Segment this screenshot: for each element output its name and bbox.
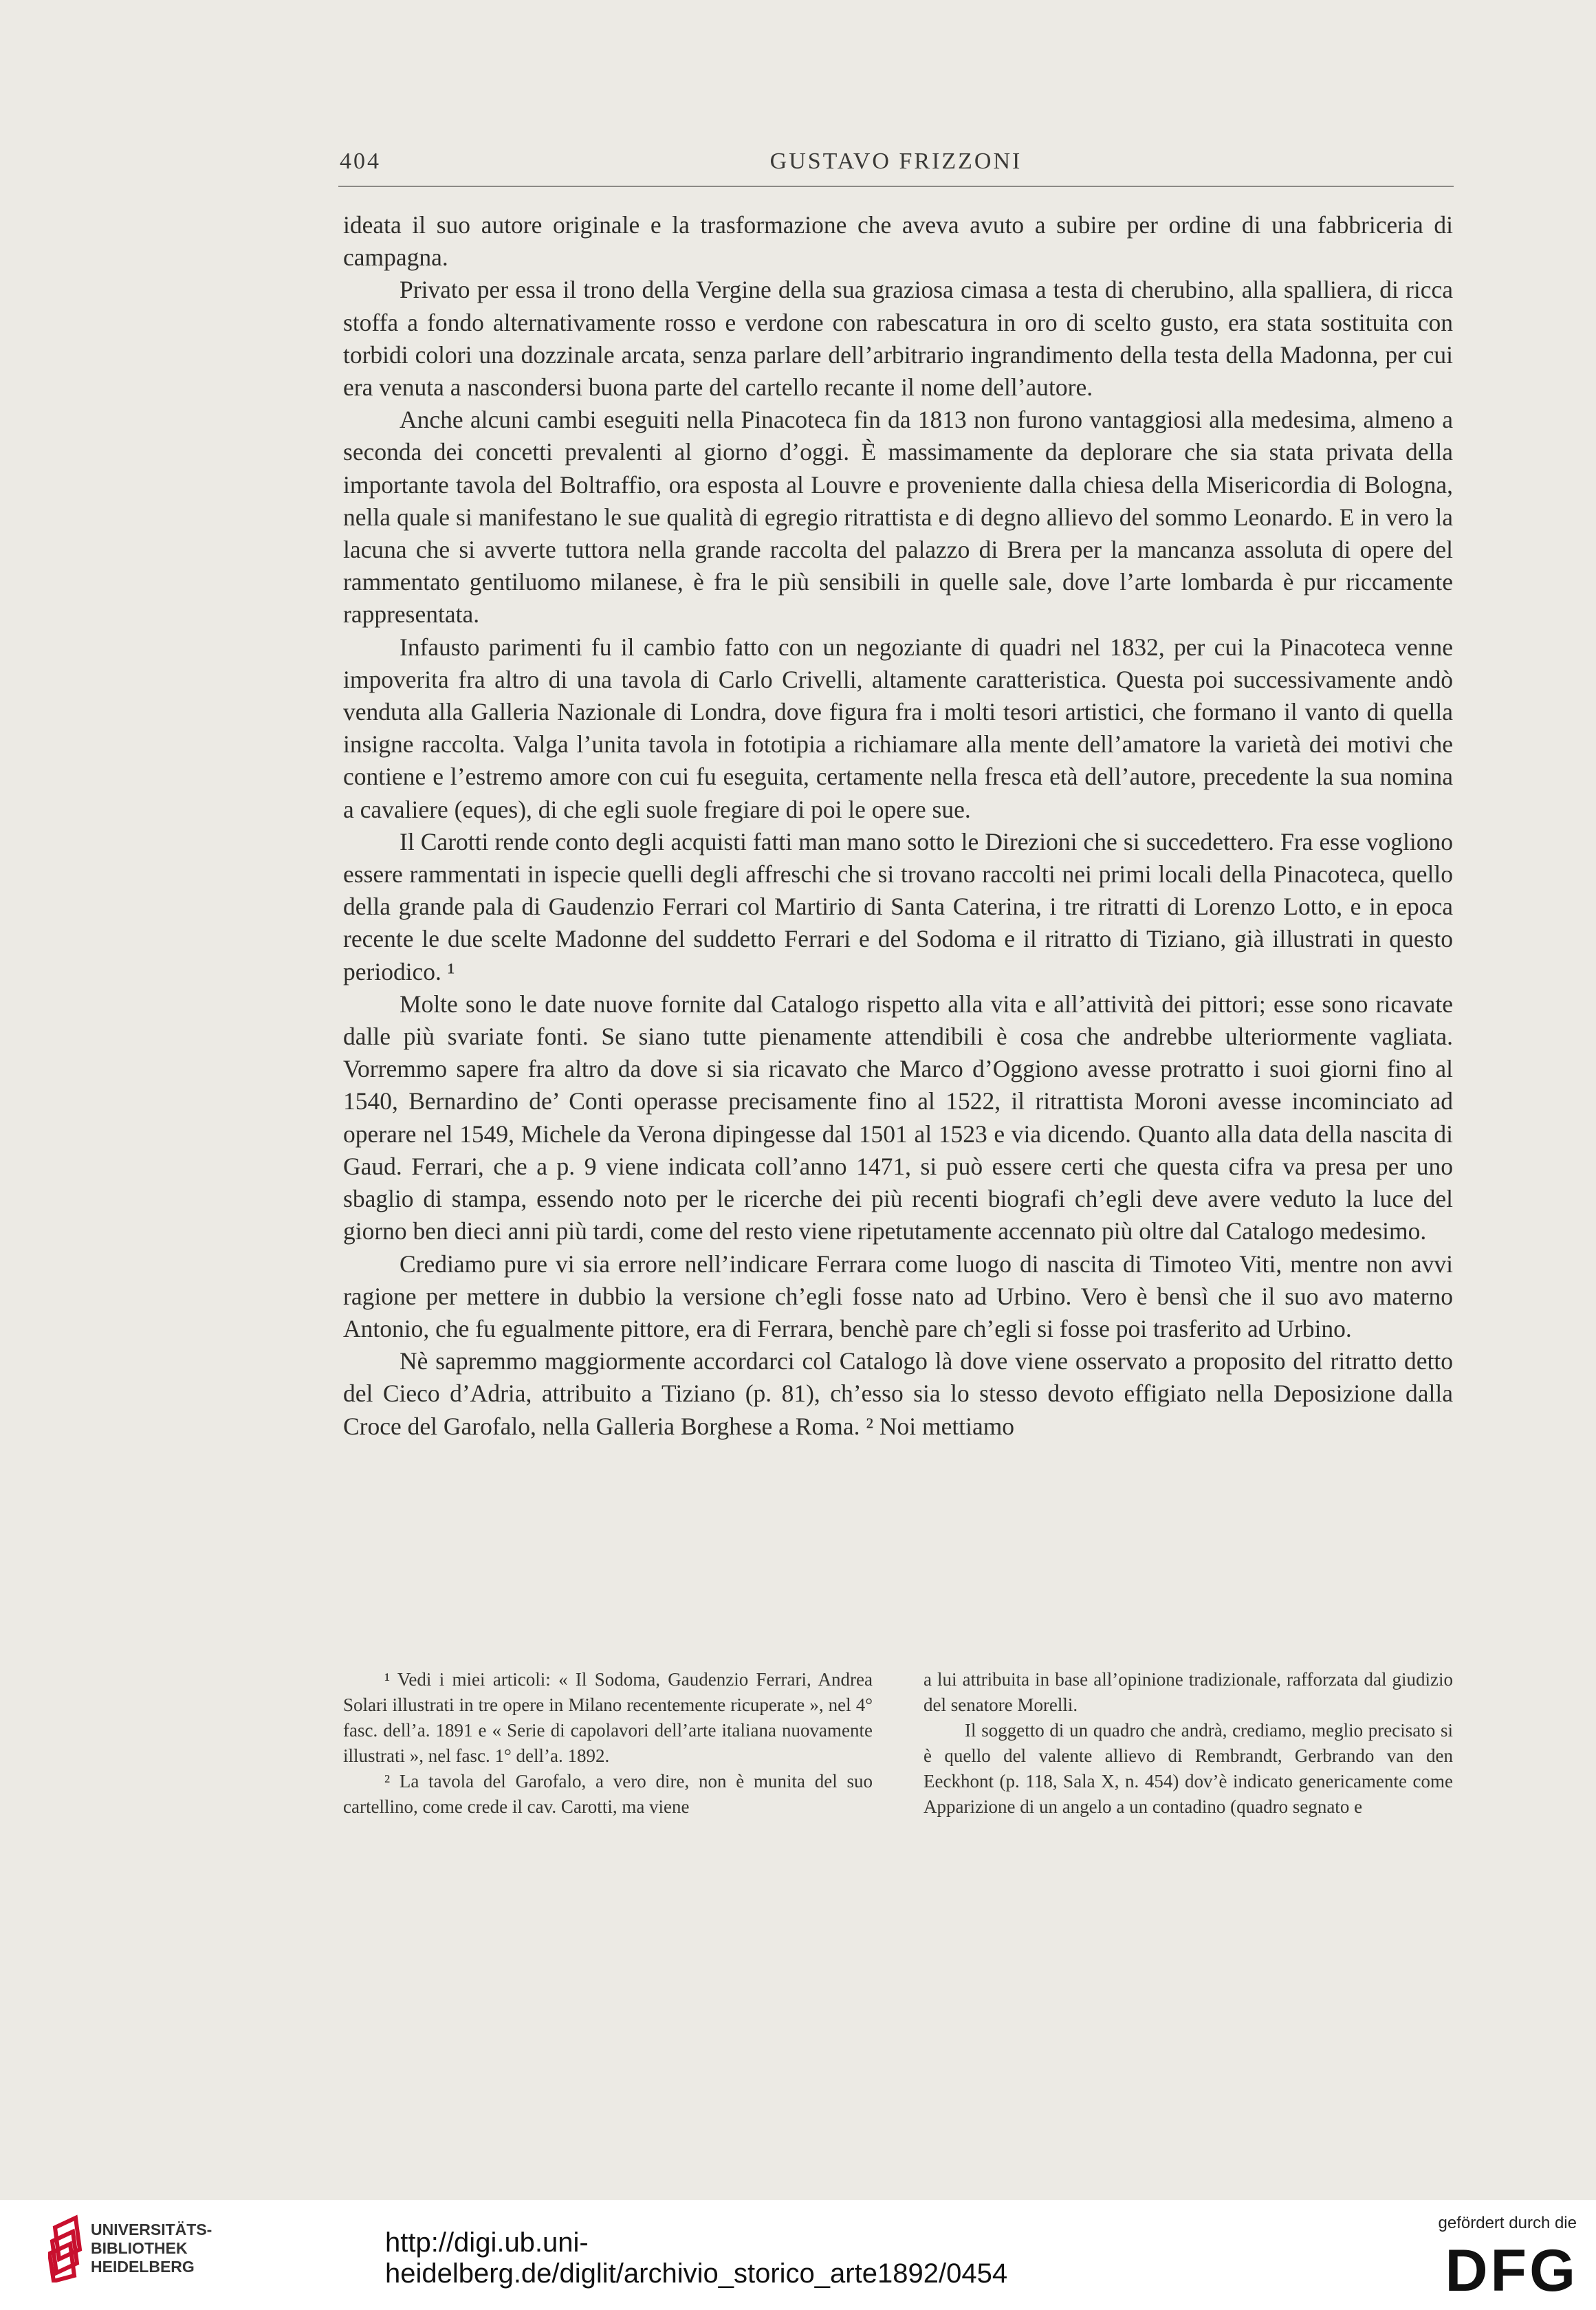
paragraph: Nè sapremmo maggiormente accordarci col Catalogo là dove viene osservato a proposito del ritratto detto del Cieco d’Adria, attribuito a Tiziano (p. 81), ch’esso sia lo stesso devoto effigiato nella Deposizione dalla Croce del Garofalo, nella Galleria Borghese a Roma. ² Noi mettiamo <box>343 1347 1453 1440</box>
paragraph: Il Carotti rende conto degli acquisti fatti man mano sotto le Direzioni che si succedettero. Fra esse vogliono essere rammentati in ispecie quelli degli affreschi che si trovano raccolti nei primi locali della Pinacoteca, quello della grande pala di Gaudenzio Ferrari col Martirio di Santa Caterina, i tre ritratti di Lorenzo Lotto, e in epoca recente le due scelte Madonne del suddetto Ferrari e del Sodoma e il ritratto di Tiziano, già illustrati in questo periodico. ¹ <box>343 827 1453 985</box>
footnote: ¹ Vedi i miei articoli: « Il Sodoma, Gaudenzio Ferrari, Andrea Solari illustrati in tre opere in Milano recentemente ricuperate », nel 4° fasc. dell’a. 1891 e « Serie di capolavori dell’arte italiana nuovamente illustrati », nel fasc. 1° dell’a. 1892. <box>343 1669 873 1766</box>
footnote: ² La tavola del Garofalo, a vero dire, non è munita del suo cartellino, come crede il cav. Carotti, ma viene <box>343 1771 873 1817</box>
paragraph: Molte sono le date nuove fornite dal Catalogo rispetto alla vita e all’attività dei pittori; esse sono ricavate dalle più svariate fonti. Se siano tutte pienamente attendibili è cosa che andrebbe ulteriormente vagliata. Vorremmo sapere fra altro da dove si sia ricavato che Marco d’Oggiono avesse protratto i suoi giorni fino al 1540, Bernardino de’ Conti operasse precisamente fino al 1522, il ritrattista Moroni avesse incominciato ad operare nel 1549, Michele da Verona dipingesse dal 1501 al 1523 e via dicendo. Quanto alla data della nascita di Gaud. Ferrari, che a p. 9 viene indicata coll’anno 1471, si può essere certi che questa cifra va presa per uno sbaglio di stampa, essendo noto per le ricerche dei più recenti biografi ch’egli deve avere veduto la luce del giorno ben dieci anni più tardi, come del resto viene ripetutamente accennato più oltre dal Catalogo medesimo. <box>343 990 1453 1245</box>
funded-by-label: gefördert durch die <box>1438 2214 1577 2232</box>
library-logo-icon <box>48 2214 85 2282</box>
footnote-column-right <box>923 1667 1453 1820</box>
paragraph: Infausto parimenti fu il cambio fatto con un negoziante di quadri nel 1832, per cui la Pinacoteca venne impoverita fra altro di una tavola di Carlo Crivelli, altamente caratteristica. Questa poi successivamente andò venduta alla Galleria Nazionale di Londra, dove figura fra i molti tesori artistici, che formano il vanto di quella insigne raccolta. Valga l’unita tavola in fototipia a richiamare alla mente dell’amatore la varietà dei motivi che contiene e l’estremo amore con cui fu eseguita, certamente nella fresca età dell’autore, precedente la sua nomina a cavaliere (eques), di che egli suole fregiare di poi le opere sue. <box>343 633 1453 823</box>
running-head: GUSTAVO FRIZZONI <box>769 149 1023 174</box>
footnotes <box>343 1667 1453 1820</box>
dfg-logo: DFG <box>1445 2238 1578 2304</box>
page-number: 404 <box>340 149 381 174</box>
paragraph: Anche alcuni cambi eseguiti nella Pinacoteca fin da 1813 non furono vantaggiosi alla medesima, almeno a seconda dei concetti prevalenti al giorno d’oggi. È massimamente da deplorare che sia stata privata della importante tavola del Boltraffio, ora esposta al Louvre e proveniente dalla chiesa della Misericordia di Bologna, nella quale si manifestano le sue qualità di egregio ritrattista e di degno allievo del sommo Leonardo. E in vero la lacuna che si avverte tuttora nella grande raccolta del palazzo di Brera per la mancanza assoluta di opere del rammentato gentiluomo milanese, è fra le più sensibili in quelle sale, dove l’arte lombarda è pur riccamente rappresentata. <box>343 406 1453 629</box>
source-url-link[interactable]: http://digi.ub.uni-heidelberg.de/diglit/archivio_storico_arte1892/0454 <box>385 2227 1008 2289</box>
footnote-column-left <box>343 1667 873 1820</box>
paragraph: Crediamo pure vi sia errore nell’indicare Ferrara come luogo di nascita di Timoteo Viti, mentre non avvi ragione per mettere in dubbio la versione ch’egli fosse nato ad Urbino. Vero è bensì che il suo avo materno Antonio, che fu egualmente pittore, era di Ferrara, benchè pare ch’egli si fosse poi trasferito ad Urbino. <box>343 1250 1453 1342</box>
paragraph: Privato per essa il trono della Vergine della sua graziosa cimasa a testa di cherubino, alla spalliera, di ricca stoffa a fondo alternativamente rosso e verdone con rabescatura in oro di scelto gusto, era stata sostituita con torbidi colori una dozzinale arcata, senza parlare dell’arbitrario ingrandimento della testa della Madonna, per cui era venuta a nascondersi buona parte del cartello recante il nome dell’autore. <box>343 276 1453 402</box>
body-text <box>343 209 1453 1443</box>
page-header <box>338 144 1454 187</box>
footnote: Il soggetto di un quadro che andrà, crediamo, meglio precisato si è quello del valente allievo di Rembrandt, Gerbrando van den Eeckhont (p. 118, Sala X, n. 454) dov’è indicato genericamente come Apparizione di un angelo a un contadino (quadro segnato e <box>923 1720 1453 1817</box>
paragraph: ideata il suo autore originale e la trasformazione che aveva avuto a subire per ordine di una fabbriceria di campagna. <box>343 211 1453 272</box>
footer-bar <box>0 2200 1596 2310</box>
footnote: a lui attribuita in base all’opinione tradizionale, rafforzata dal giudizio del senatore Morelli. <box>923 1669 1453 1715</box>
library-name: UNIVERSITÄTS- BIBLIOTHEK HEIDELBERG <box>91 2221 212 2276</box>
